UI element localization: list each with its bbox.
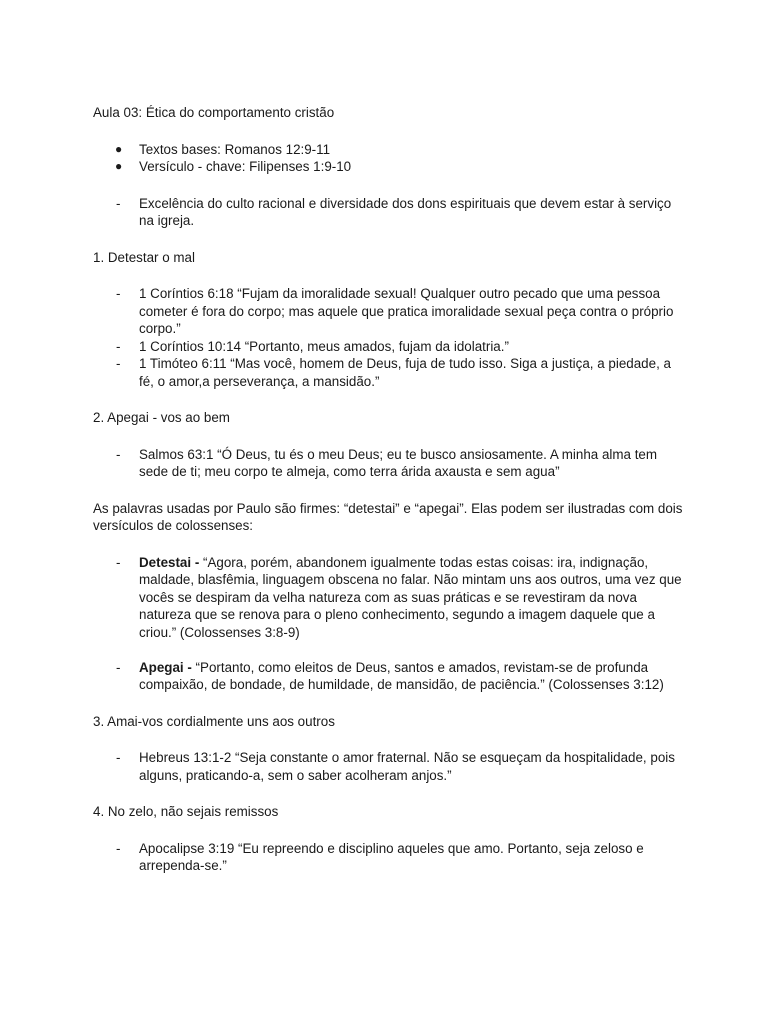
bases-text-2: Versículo - chave: Filipenses 1:9-10 — [139, 159, 352, 174]
bullet-icon: ● — [115, 141, 123, 156]
dash-icon: - — [116, 446, 121, 462]
dash-icon: - — [116, 554, 121, 570]
detestai-text: “Agora, porém, abandonem igualmente todas estas coisas: ira, indignação, maldade, blasfêmia, linguagem obscena no falar. Não mintam uns aos outros, uma vez que vocês se despiram da velha natureza com as suas práticas e se revestiram da nova natureza que se renova para o pleno conhecimento, segundo a imagem daquele que a criou.” (Colossenses 3:8-9) — [139, 554, 682, 640]
verse-text: 1 Timóteo 6:11 “Mas você, homem de Deus, fuja de tudo isso. Siga a justiça, a piedade, a fé, o amor,a perseverança, a mansidão.” — [139, 356, 671, 389]
body-paragraph: As palavras usadas por Paulo são firmes: “detestai” e “apegai”. Elas podem ser ilustradas com dois versículos de colossenses: — [93, 500, 683, 533]
list-item — [93, 285, 683, 338]
list-item — [93, 446, 683, 481]
dash-icon: - — [116, 286, 121, 301]
section-heading-3: 3. Amai-vos cordialmente uns aos outros — [93, 713, 335, 729]
colossians-list — [93, 554, 683, 694]
apegai-text: “Portanto, como eleitos de Deus, santos e amados, revistam-se de profunda compaixão, de bondade, de humildade, de mansidão, de paciência.” (Colossenses 3:12) — [139, 659, 664, 692]
bases-text-1: Textos bases: Romanos 12:9-11 — [139, 141, 331, 157]
list-item — [93, 338, 683, 356]
document-page — [93, 104, 683, 894]
verse-text: 1 Coríntios 10:14 “Portanto, meus amados, fujam da idolatria.” — [139, 338, 509, 354]
dash-icon: - — [116, 338, 121, 354]
document-title: Aula 03: Ética do comportamento cristão — [93, 105, 335, 120]
dash-icon: - — [116, 659, 121, 675]
dash-icon: - — [116, 750, 121, 765]
list-item — [93, 840, 683, 875]
section4-list — [93, 840, 683, 875]
section-heading-4: 4. No zelo, não sejais remissos — [93, 804, 279, 819]
list-item — [93, 749, 683, 784]
list-item — [93, 554, 683, 642]
apegai-label: Apegai - — [139, 659, 196, 675]
list-item — [93, 158, 683, 176]
dash-icon: - — [116, 195, 121, 211]
list-item — [93, 195, 683, 230]
intro-text: Excelência do culto racional e diversidade dos dons espirituais que devem estar à serviço na igreja. — [139, 195, 672, 228]
verse-text: 1 Coríntios 6:18 “Fujam da imoralidade sexual! Qualquer outro pecado que uma pessoa cometer é fora do corpo; mas aquele que pratica imoralidade sexual peça contra o próprio corpo.” — [139, 286, 674, 336]
section-heading-1: 1. Detestar o mal — [93, 249, 195, 265]
bases-list — [93, 141, 683, 176]
section1-list — [93, 285, 683, 390]
detestai-label: Detestai - — [139, 554, 203, 570]
verse-text: Salmos 63:1 “Ó Deus, tu és o meu Deus; eu te busco ansiosamente. A minha alma tem sede de ti; meu corpo te almeja, como terra árida axausta e sem agua” — [139, 446, 658, 479]
section3-list — [93, 749, 683, 784]
intro-list — [93, 195, 683, 230]
dash-icon: - — [116, 356, 121, 371]
section-heading-2: 2. Apegai - vos ao bem — [93, 410, 230, 425]
section2-list — [93, 446, 683, 481]
list-item — [93, 355, 683, 390]
dash-icon: - — [116, 840, 121, 856]
verse-text: Apocalipse 3:19 “Eu repreendo e disciplino aqueles que amo. Portanto, seja zeloso e arrependa-se.” — [139, 840, 644, 873]
bullet-icon: ● — [115, 159, 123, 173]
list-item — [93, 659, 683, 694]
verse-text: Hebreus 13:1-2 “Seja constante o amor fraternal. Não se esqueçam da hospitalidade, pois alguns, praticando-a, sem o saber acolheram anjos.” — [139, 750, 675, 783]
list-item — [93, 141, 683, 159]
